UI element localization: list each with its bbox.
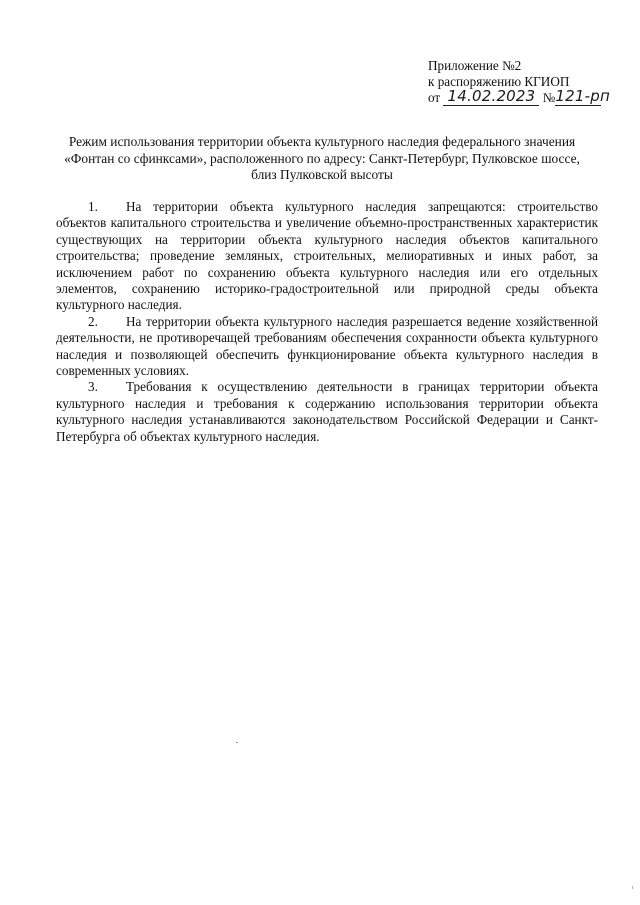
paragraph-2-number: 2. [88, 313, 98, 329]
scan-speck [236, 742, 238, 743]
title-line-1: Режим использования территории объекта культурного наследия федерального значения [68, 134, 576, 149]
title-line-3: близ Пулковской высоты [251, 167, 393, 182]
document-body [56, 199, 598, 445]
handwritten-date-text: 14.02.2023 [447, 87, 536, 105]
paragraph-2-text: На территории объекта культурного наследия разрешается ведение хозяйственной деятельности, не противоречащей требованиям обеспечения сохранности объекта культурного наследия и позволяющей обеспечить функционирование объекта культурного наследия в современных условиях. [56, 313, 598, 379]
handwritten-number [555, 87, 610, 106]
title-line-2: «Фонтан со сфинксами», расположенного по адресу: Санкт-Петербург, Пулковское шоссе, [64, 150, 580, 166]
paragraph-3-text: Требования к осуществлению деятельности в границах территории объекта культурного наследия и требования к содержанию использования территории объекта культурного наследия устанавливаются законодательством Российской Федерации и Санкт-Петербурга об объектах культурного наследия. [56, 379, 598, 444]
paragraph-3-number: 3. [88, 379, 98, 395]
appendix-order-ref: к распоряжению КГИОП [428, 74, 570, 89]
appendix-from-label: от [428, 90, 441, 105]
appendix-number-label: № [542, 90, 556, 105]
paragraph-1-number: 1. [88, 199, 98, 214]
paragraph-3 [56, 379, 598, 445]
appendix-date-line [428, 87, 610, 106]
appendix-header [428, 58, 610, 106]
paragraph-1-text: На территории объекта культурного наследия запрещаются: строительство объектов капитального строительства и увеличение объемно-пространственных характеристик существующих на территории объекта культурного наследия объектов капитального строительства; проведение земляных, строительных, мелиоративных и иных работ, за исключением работ по сохранению объекта культурного наследия или его отдельных элементов, сохранению историко-градостроительной или природной среды объекта культурного наследия. [56, 199, 598, 313]
scan-edge-mark [632, 886, 633, 889]
paragraph-1 [56, 199, 598, 314]
handwritten-date [443, 87, 539, 106]
document-title [56, 134, 588, 184]
paragraph-2 [56, 314, 598, 380]
appendix-title: Приложение №2 [428, 58, 522, 73]
handwritten-number-text: 121-рп [555, 87, 610, 105]
